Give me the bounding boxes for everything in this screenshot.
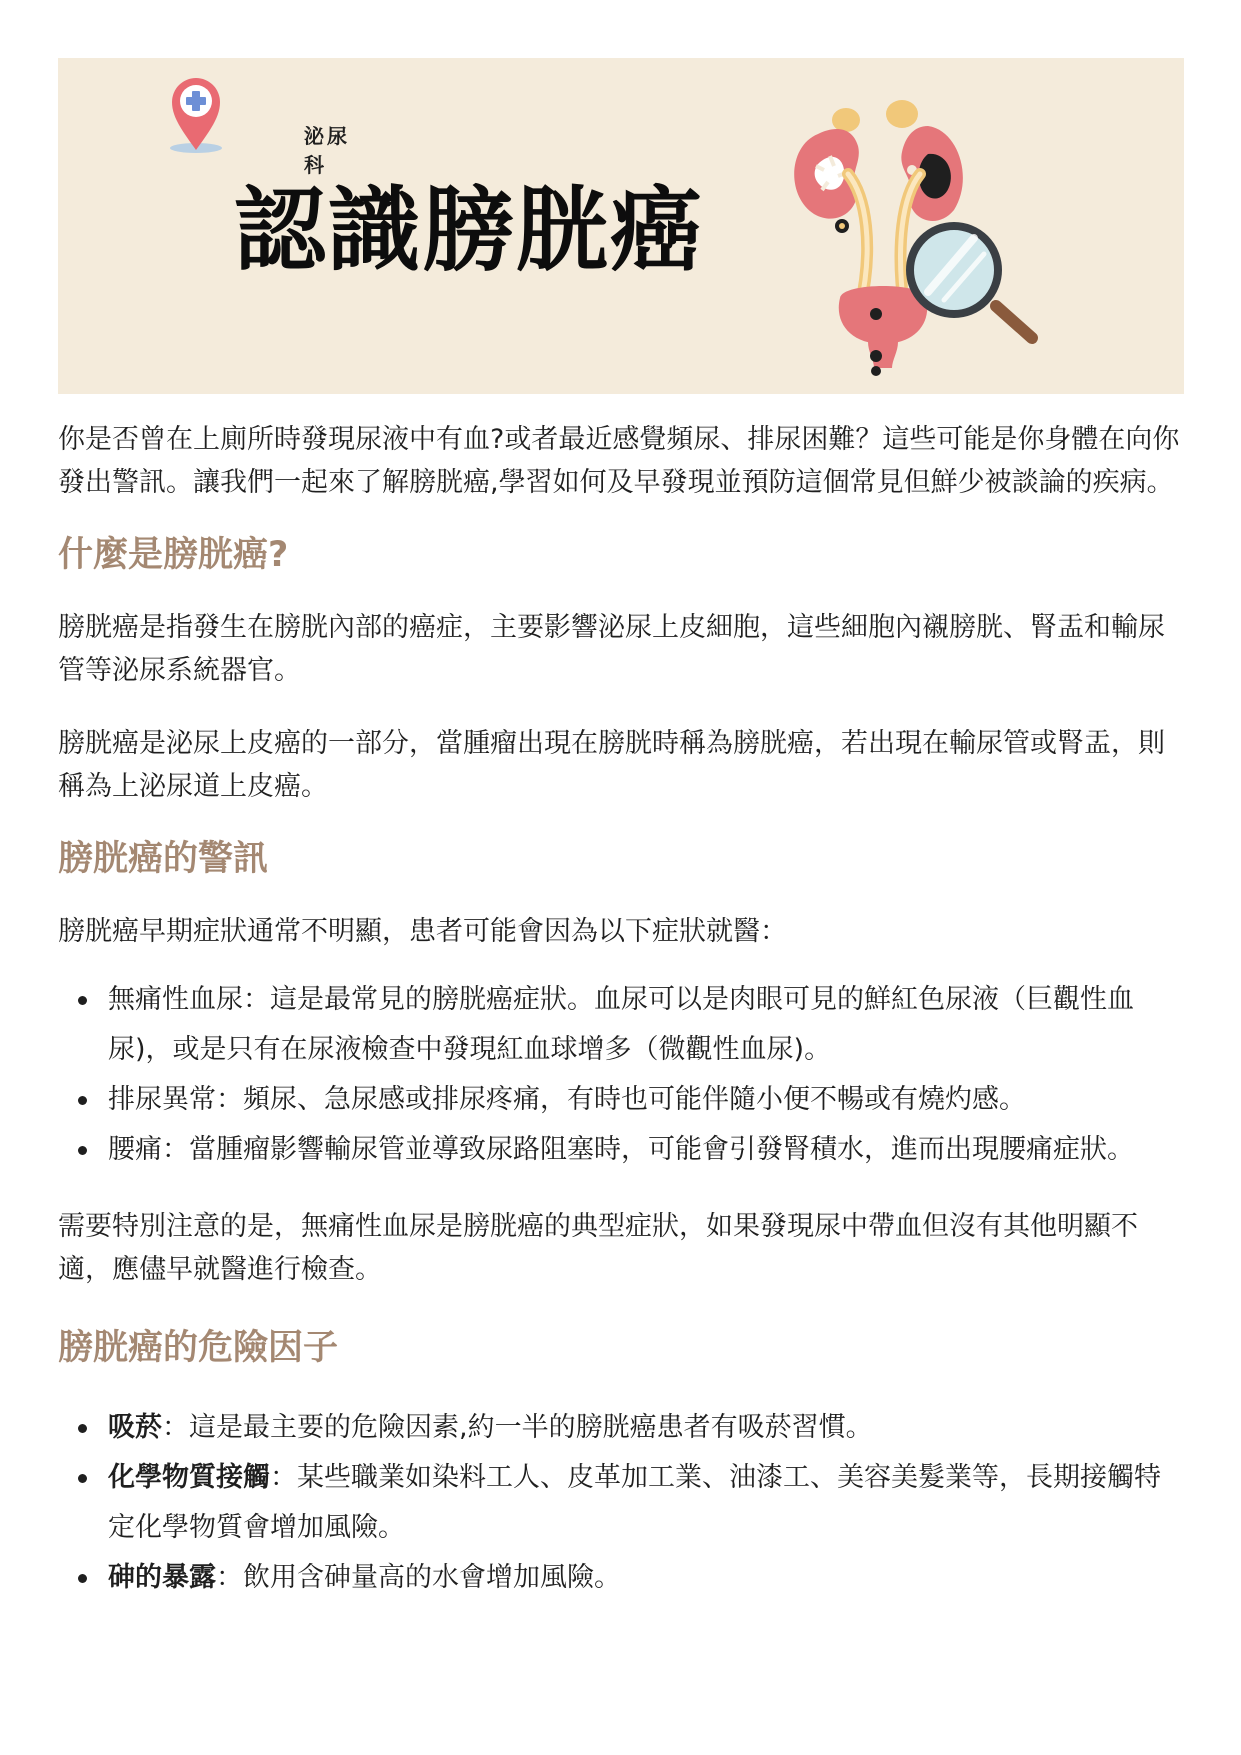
page-title: 認識膀胱癌 [234, 177, 705, 284]
location-pin-medical-cross-icon [166, 70, 296, 160]
intro-paragraph: 你是否曾在上廁所時發現尿液中有血?或者最近感覺頻尿、排尿困難？這些可能是你身體在向你發出警訊。讓我們一起來了解膀胱癌,學習如何及早發現並預防這個常見但鮮少被談論的疾病。 [58, 424, 1180, 498]
department-badge [166, 70, 366, 177]
list-item [58, 1453, 1184, 1553]
list-item: 無痛性血尿：這是最常見的膀胱癌症狀。血尿可以是肉眼可見的鮮紅色尿液（巨觀性血尿)，或是只有在尿液檢查中發現紅血球增多（微觀性血尿)。 [58, 975, 1184, 1075]
right-kidney [886, 100, 963, 221]
paragraph: 膀胱癌早期症狀通常不明顯，患者可能會因為以下症狀就醫： [58, 916, 787, 947]
note-paragraph: 需要特別注意的是，無痛性血尿是膀胱癌的典型症狀，如果發現尿中帶血但沒有其他明顯不適，應儘早就醫進行檢查。 [58, 1211, 1138, 1285]
risk-term: 吸菸 [108, 1412, 162, 1443]
risk-text: ：這是最主要的危險因素,約一半的膀胱癌患者有吸菸習慣。 [162, 1412, 873, 1443]
list-item: 排尿異常：頻尿、急尿感或排尿疼痛，有時也可能伴隨小便不暢或有燒灼感。 [58, 1075, 1184, 1125]
section-heading-warning-signs: 膀胱癌的警訊 [58, 839, 269, 879]
article-body [58, 418, 1184, 1633]
risk-term: 化學物質接觸 [108, 1462, 270, 1493]
list-item [58, 1403, 1184, 1453]
risk-text: ：某些職業如染料工人、皮革加工業、油漆工、美容美髮業等，長期接觸特定化學物質會增加風險。 [108, 1462, 1161, 1543]
list-item [58, 1553, 1184, 1603]
symptom-list [58, 975, 1184, 1175]
magnifying-glass-icon [910, 226, 1032, 338]
paragraph: 膀胱癌是泌尿上皮癌的一部分，當腫瘤出現在膀胱時稱為膀胱癌，若出現在輸尿管或腎盂，則稱為上泌尿道上皮癌。 [58, 728, 1165, 802]
risk-term: 砷的暴露 [108, 1562, 216, 1593]
risk-text: ：飲用含砷量高的水會增加風險。 [216, 1562, 621, 1593]
risk-factor-list [58, 1403, 1184, 1603]
department-label: 泌尿科 [304, 124, 350, 177]
section-heading-what-is: 什麼是膀胱癌? [58, 535, 289, 575]
bladder [839, 286, 927, 376]
kidneys-bladder-illustration [778, 86, 1148, 386]
section-heading-risk-factors: 膀胱癌的危險因子 [58, 1328, 339, 1368]
paragraph: 膀胱癌是指發生在膀胱內部的癌症，主要影響泌尿上皮細胞，這些細胞內襯膀胱、腎盂和輸尿管等泌尿系統器官。 [58, 612, 1165, 686]
header-banner [58, 58, 1184, 394]
list-item: 腰痛：當腫瘤影響輸尿管並導致尿路阻塞時，可能會引發腎積水，進而出現腰痛症狀。 [58, 1125, 1184, 1175]
left-kidney [794, 108, 860, 219]
